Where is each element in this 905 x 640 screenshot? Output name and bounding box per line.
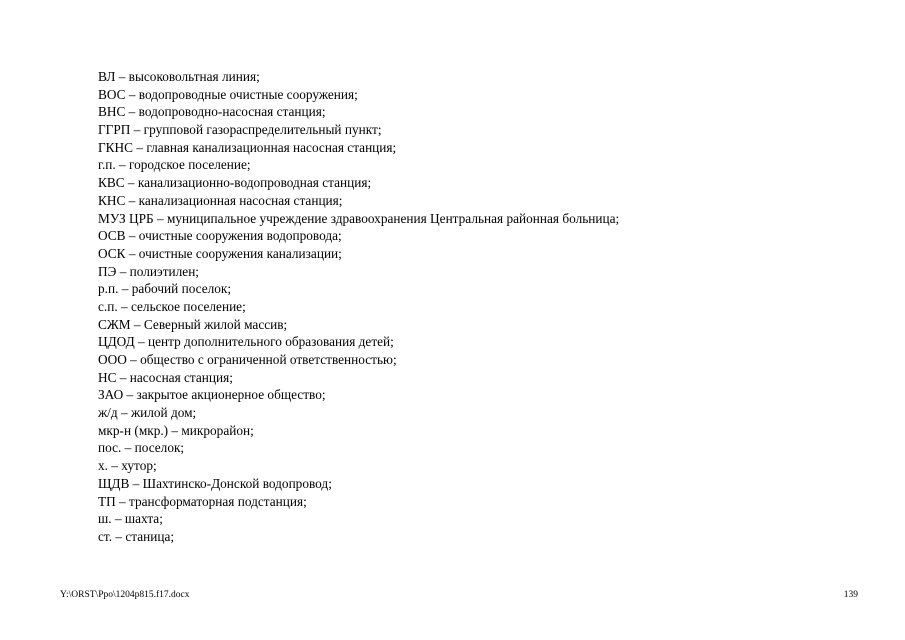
footer-file-path: Y:\ORST\Ppo\1204p815.f17.docx (60, 590, 190, 600)
abbreviation-line: ООО – общество с ограниченной ответственностью; (98, 352, 397, 367)
abbreviation-line: ВНС – водопроводно-насосная станция; (98, 104, 326, 120)
abbreviation-line: ВЛ – высоковольтная линия; (98, 69, 260, 84)
abbreviation-line: ЗАО – закрытое акционерное общество; (98, 387, 326, 403)
abbreviation-line: МУЗ ЦРБ – муниципальное учреждение здравоохранения Центральная районная больница; (98, 210, 620, 226)
abbreviation-line: г.п. – городское поселение; (98, 157, 251, 173)
abbreviation-line: ст. – станица; (98, 528, 175, 544)
abbreviation-line: ОСК – очистные сооружения канализации; (98, 245, 342, 261)
abbreviation-line: ТП – трансформаторная подстанция; (98, 493, 307, 509)
abbreviation-line: ш. – шахта; (98, 511, 163, 527)
abbreviation-line: СЖМ – Северный жилой массив; (98, 316, 288, 332)
abbreviation-line: ВОС – водопроводные очистные сооружения; (98, 86, 358, 102)
page-number: 139 (843, 590, 858, 600)
abbreviation-line: пос. – поселок; (98, 440, 185, 456)
abbreviation-line: ГКНС – главная канализационная насосная станция; (98, 139, 397, 155)
abbreviation-line: ОСВ – очистные сооружения водопровода; (98, 228, 342, 244)
abbreviation-line: с.п. – сельское поселение; (98, 298, 246, 314)
abbreviation-line: ПЭ – полиэтилен; (98, 263, 199, 279)
abbreviation-list (98, 68, 619, 546)
abbreviation-line: КВС – канализационно-водопроводная станция; (98, 175, 372, 191)
abbreviation-line: ГГРП – групповой газораспределительный пункт; (98, 122, 382, 138)
abbreviation-line: ЦДОД – центр дополнительного образования детей; (98, 334, 394, 350)
abbreviation-line: ж/д – жилой дом; (98, 405, 197, 421)
abbreviation-line: ЩДВ – Шахтинско-Донской водопровод; (98, 475, 332, 491)
abbreviation-line: НС – насосная станция; (98, 369, 233, 385)
abbreviation-line: х. – хутор; (98, 458, 157, 474)
abbreviation-line: мкр-н (мкр.) – микрорайон; (98, 422, 254, 438)
abbreviation-line: р.п. – рабочий поселок; (98, 281, 232, 297)
abbreviation-line: КНС – канализационная насосная станция; (98, 192, 343, 208)
